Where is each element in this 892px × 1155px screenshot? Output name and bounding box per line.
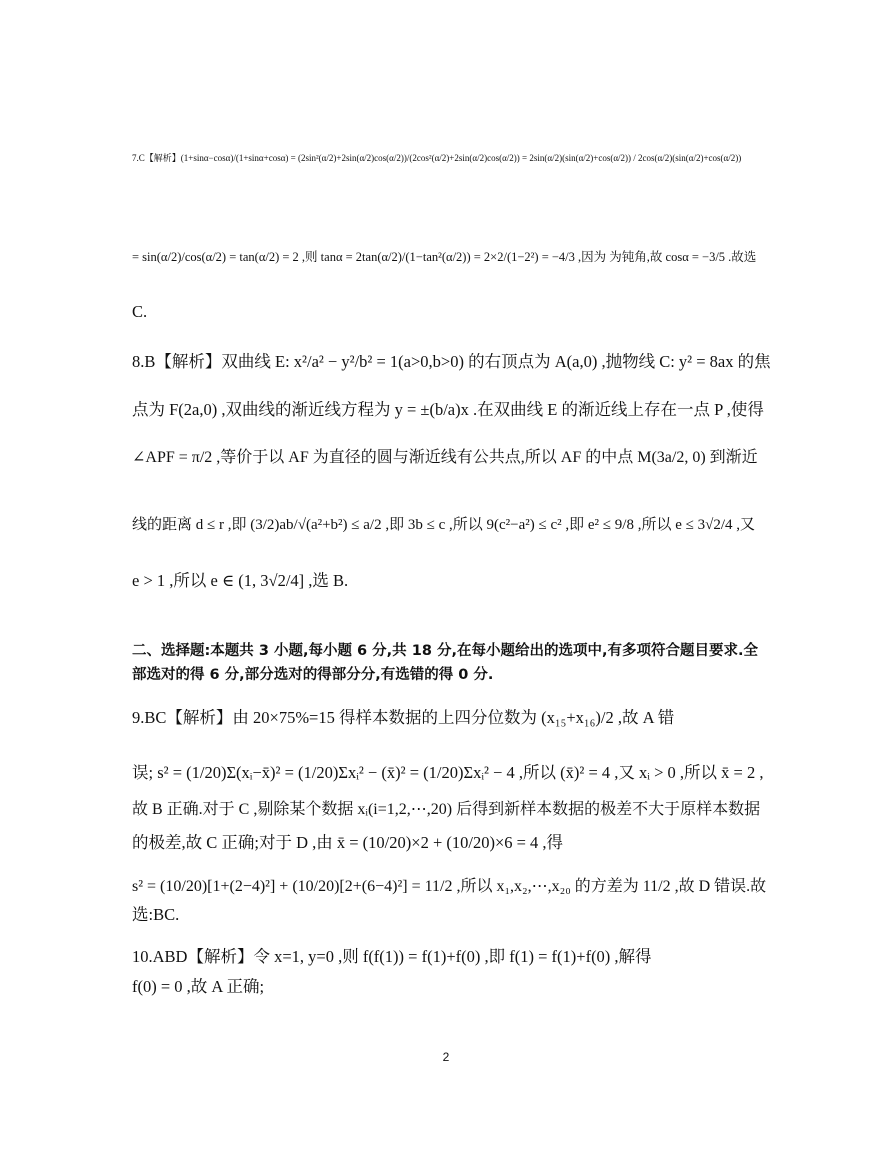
solution-9-line-1: 9.BC【解析】由 20×75%=15 得样本数据的上四分位数为 (x₁₅+x₁₆)/2 ,故 A 错	[132, 708, 675, 727]
solution-8-line-4: 线的距离 d ≤ r ,即 (3/2)ab/√(a²+b²) ≤ a/2 ,即 3b ≤ c ,所以 9(c²−a²) ≤ c² ,即 e² ≤ 9/8 ,所以 e ≤ 3√2/4 ,又	[132, 517, 755, 533]
solution-8-line-1: 8.B【解析】双曲线 E: x²/a² − y²/b² = 1(a>0,b>0) 的右顶点为 A(a,0) ,抛物线 C: y² = 8ax 的焦	[132, 352, 771, 371]
section-heading-line-1: 二、选择题:本题共 3 小题,每小题 6 分,共 18 分,在每小题给出的选项中,有多项符合题目要求.全	[132, 643, 758, 659]
solution-7-line-1: 7.C【解析】(1+sinα−cosα)/(1+sinα+cosα) = (2sin²(α/2)+2sin(α/2)cos(α/2))/(2cos²(α/2)+2sin(α/2)cos(α/2)) = 2sin(α/2)(sin(α/2)+cos(α/2)) / 2cos(α/2)(sin(α/2)+cos(α/2))	[132, 153, 742, 163]
page-number: 2	[442, 1050, 450, 1064]
solution-7-line-3: C.	[132, 302, 148, 321]
section-heading-line-2: 部选对的得 6 分,部分选对的得部分分,有选错的得 0 分.	[132, 667, 494, 683]
solution-9-line-4: 的极差,故 C 正确;对于 D ,由 x̄ = (10/20)×2 + (10/20)×6 = 4 ,得	[132, 833, 564, 852]
solution-8-line-3: ∠APF = π/2 ,等价于以 AF 为直径的圆与渐近线有公共点,所以 AF 的中点 M(3a/2, 0) 到渐近	[132, 449, 758, 466]
solution-7-line-2: = sin(α/2)/cos(α/2) = tan(α/2) = 2 ,则 tanα = 2tan(α/2)/(1−tan²(α/2)) = 2×2/(1−2²) = −4/3 ,因为 为钝角,故 cosα = −3/5 .故选	[132, 250, 757, 264]
solution-9-line-6: 选:BC.	[132, 905, 180, 924]
solution-10-line-1: 10.ABD【解析】令 x=1, y=0 ,则 f(f(1)) = f(1)+f(0) ,即 f(1) = f(1)+f(0) ,解得	[132, 947, 652, 966]
solution-8-line-5: e > 1 ,所以 e ∈ (1, 3√2/4] ,选 B.	[132, 571, 349, 590]
solution-9-line-5: s² = (10/20)[1+(2−4)²] + (10/20)[2+(6−4)²] = 11/2 ,所以 x₁,x₂,⋯,x₂₀ 的方差为 11/2 ,故 D 错误.故	[132, 878, 767, 895]
solution-8-line-2: 点为 F(2a,0) ,双曲线的渐近线方程为 y = ±(b/a)x .在双曲线 E 的渐近线上存在一点 P ,使得	[132, 400, 764, 419]
solution-10-line-2: f(0) = 0 ,故 A 正确;	[132, 977, 265, 996]
solution-9-line-2: 误; s² = (1/20)Σ(xᵢ−x̄)² = (1/20)Σxᵢ² − (x̄)² = (1/20)Σxᵢ² − 4 ,所以 (x̄)² = 4 ,又 xᵢ > 0 ,所以 x̄ = 2 ,	[132, 763, 764, 782]
solution-9-line-3: 故 B 正确.对于 C ,剔除某个数据 xᵢ(i=1,2,⋯,20) 后得到新样本数据的极差不大于原样本数据	[132, 801, 761, 818]
